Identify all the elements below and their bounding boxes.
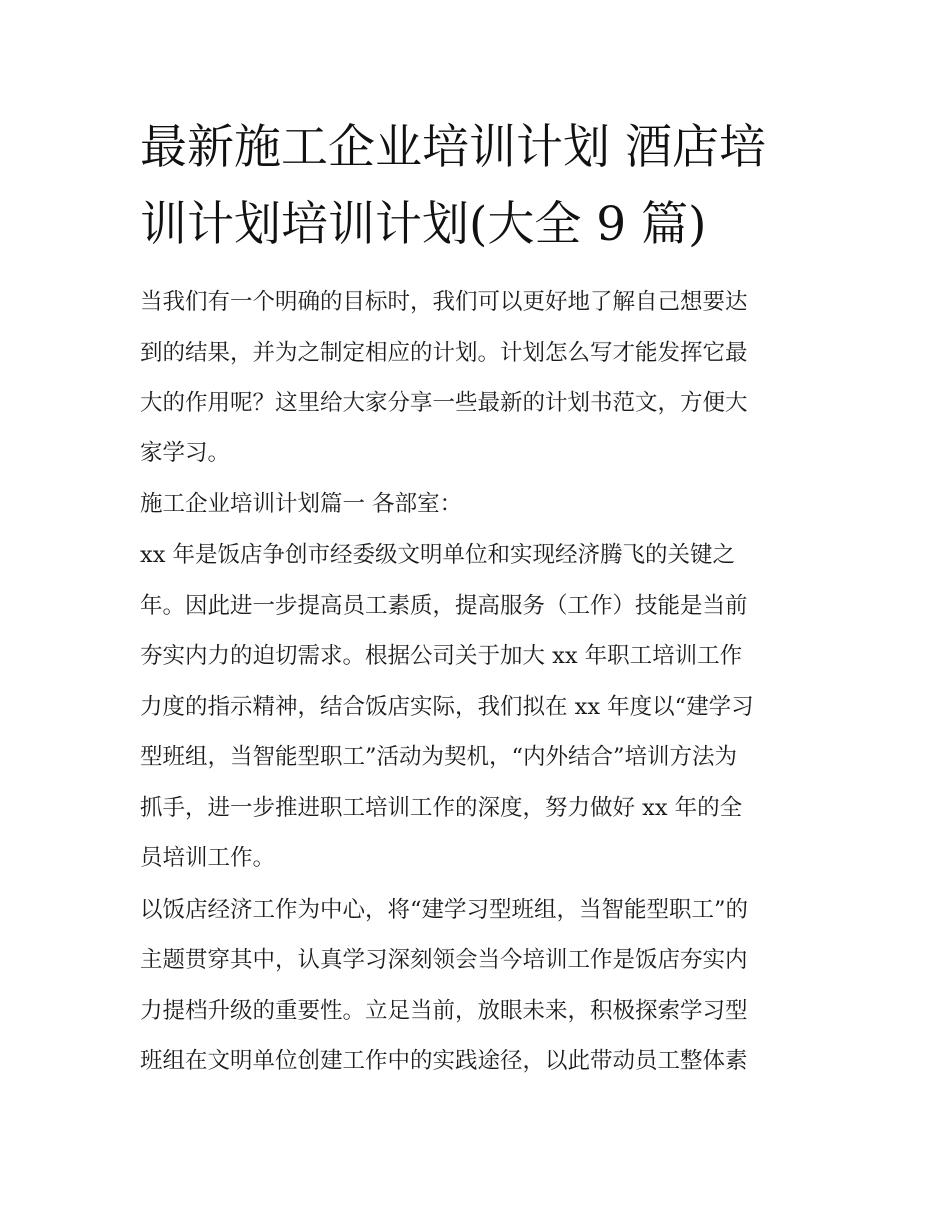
- body-text-line: xx 年是饭店争创市经委级文明单位和实现经济腾飞的关键之: [140, 542, 736, 568]
- body-text-line: 到的结果，并为之制定相应的计划。计划怎么写才能发挥它最: [140, 340, 748, 366]
- body-text-line: 力度的指示精神，结合饭店实际，我们拟在 xx 年度以“建学习: [140, 694, 754, 720]
- body-text-line: 型班组，当智能型职工”活动为契机，“内外结合”培训方法为: [140, 744, 738, 770]
- body-text-line: 当我们有一个明确的目标时，我们可以更好地了解自己想要达: [140, 289, 748, 315]
- body-text-line: 夯实内力的迫切需求。根据公司关于加大 xx 年职工培训工作: [140, 643, 743, 669]
- body-text-line: 大的作用呢？这里给大家分享一些最新的计划书范文，方便大: [140, 390, 748, 416]
- body-text-line: 家学习。: [140, 440, 231, 466]
- body-text-line: 力提档升级的重要性。立足当前，放眼未来，积极探索学习型: [140, 998, 748, 1024]
- document-title-line-1: 最新施工企业培训计划 酒店培: [140, 120, 766, 175]
- body-text-line: 主题贯穿其中，认真学习深刻领会当今培训工作是饭店夯实内: [140, 947, 748, 973]
- body-text-line: 年。因此进一步提高员工素质，提高服务（工作）技能是当前: [140, 593, 748, 619]
- body-text-line: 班组在文明单位创建工作中的实践途径，以此带动员工整体素: [140, 1048, 748, 1074]
- body-text-line: 抓手，进一步推进职工培训工作的深度，努力做好 xx 年的全: [140, 795, 743, 821]
- body-text-line: 以饭店经济工作为中心，将“建学习型班组，当智能型职工”的: [140, 897, 749, 923]
- section-heading-line: 施工企业培训计划篇一 各部室：: [140, 491, 463, 517]
- document-title-line-2: 训计划培训计划(大全 9 篇): [140, 197, 707, 252]
- body-text-line: 员培训工作。: [140, 845, 276, 871]
